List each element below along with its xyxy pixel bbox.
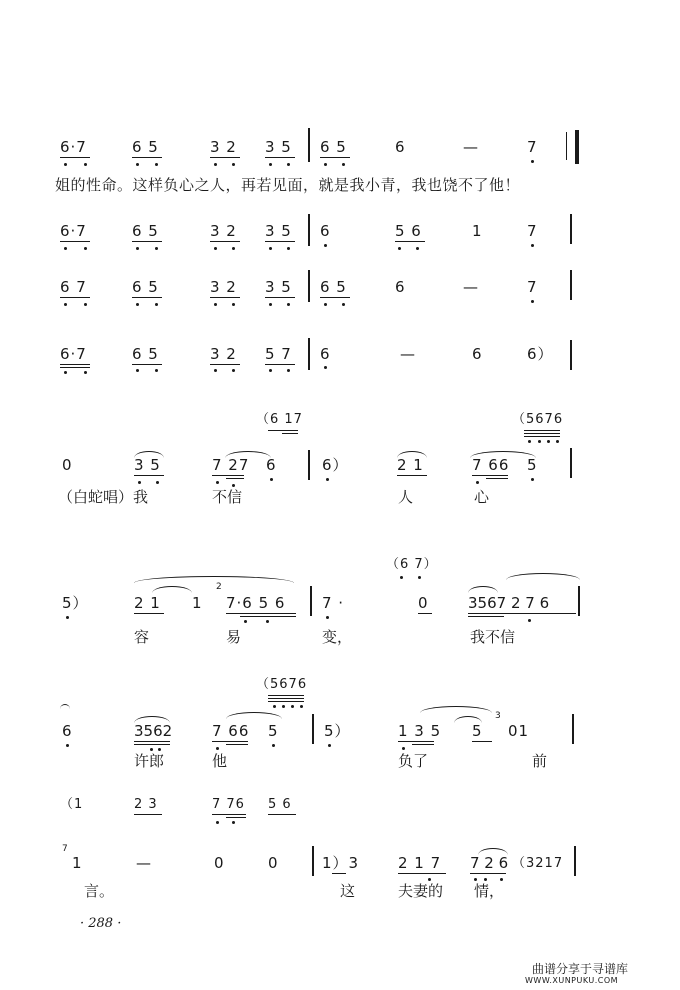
note: 7 66 bbox=[212, 722, 250, 740]
underline bbox=[134, 613, 164, 614]
note: 5 6 bbox=[395, 222, 422, 240]
grace-note: 3 bbox=[495, 711, 502, 721]
octave-dot bbox=[272, 744, 275, 747]
underline bbox=[132, 364, 162, 365]
lyric: 心 bbox=[474, 488, 490, 506]
octave-dot bbox=[270, 478, 273, 481]
octave-dot bbox=[266, 620, 269, 623]
octave-dot bbox=[232, 247, 235, 250]
octave-dot bbox=[273, 705, 276, 708]
barline bbox=[570, 448, 572, 478]
underline bbox=[398, 741, 434, 742]
note: 7 · bbox=[322, 594, 345, 612]
underline bbox=[226, 817, 246, 818]
note: 3 5 bbox=[134, 456, 161, 474]
octave-dot bbox=[324, 244, 327, 247]
underline bbox=[524, 433, 560, 434]
underline bbox=[60, 241, 90, 242]
barline bbox=[308, 338, 310, 370]
octave-dot bbox=[158, 748, 161, 751]
note: 7 bbox=[527, 138, 538, 156]
octave-dot bbox=[216, 821, 219, 824]
underline bbox=[226, 478, 244, 479]
octave-dot bbox=[214, 369, 217, 372]
octave-dot bbox=[324, 366, 327, 369]
note: 2 1 bbox=[397, 456, 424, 474]
lyric: 不信 bbox=[212, 488, 243, 506]
octave-dot bbox=[402, 747, 405, 750]
octave-dot bbox=[84, 247, 87, 250]
underline bbox=[265, 297, 295, 298]
underline bbox=[397, 475, 427, 476]
octave-dot bbox=[342, 163, 345, 166]
underline bbox=[265, 157, 295, 158]
octave-dot bbox=[324, 303, 327, 306]
lyric: 负了 bbox=[398, 752, 429, 770]
note: 6） bbox=[527, 345, 554, 363]
accompaniment-note: 5 6 bbox=[268, 797, 292, 812]
note: 7 bbox=[527, 278, 538, 296]
octave-dot bbox=[484, 878, 487, 881]
octave-dot bbox=[136, 163, 139, 166]
accompaniment-note: （3217 bbox=[512, 856, 564, 871]
note: 6·7 bbox=[60, 222, 87, 240]
note: 5 bbox=[268, 722, 279, 740]
note: 3 5 bbox=[265, 138, 292, 156]
page-number: · 288 · bbox=[80, 916, 122, 931]
octave-dot bbox=[326, 478, 329, 481]
octave-dot bbox=[136, 303, 139, 306]
note: 1 bbox=[192, 594, 203, 612]
accompaniment-note: 7 76 bbox=[212, 797, 245, 812]
note: 2 1 7 bbox=[398, 854, 442, 872]
underline bbox=[210, 241, 240, 242]
underline bbox=[268, 814, 296, 815]
octave-dot bbox=[528, 440, 531, 443]
note: 6 bbox=[395, 138, 406, 156]
note: 7·6 5 6 bbox=[226, 594, 286, 612]
underline bbox=[212, 814, 246, 815]
note: 1）3 bbox=[322, 854, 360, 872]
octave-dot bbox=[64, 247, 67, 250]
octave-dot bbox=[244, 620, 247, 623]
underline bbox=[468, 616, 504, 617]
note: 6 7 bbox=[60, 278, 87, 296]
octave-dot bbox=[136, 247, 139, 250]
octave-dot bbox=[216, 747, 219, 750]
note: 7 bbox=[527, 222, 538, 240]
note: 3 2 bbox=[210, 138, 237, 156]
underline bbox=[134, 814, 162, 815]
octave-dot bbox=[232, 484, 235, 487]
octave-dot bbox=[84, 303, 87, 306]
note: 6 5 bbox=[320, 138, 347, 156]
note: 6 5 bbox=[132, 345, 159, 363]
barline bbox=[572, 714, 574, 744]
barline bbox=[308, 214, 310, 246]
octave-dot bbox=[500, 878, 503, 881]
note: 6 5 bbox=[132, 222, 159, 240]
underline bbox=[134, 744, 170, 745]
lyric: 他 bbox=[212, 752, 228, 770]
octave-dot bbox=[136, 369, 139, 372]
underline bbox=[226, 613, 296, 614]
lyric: 言。 bbox=[84, 882, 115, 900]
underline bbox=[268, 698, 304, 699]
octave-dot bbox=[528, 619, 531, 622]
note: 6·7 bbox=[60, 345, 87, 363]
octave-dot bbox=[428, 878, 431, 881]
octave-dot bbox=[232, 821, 235, 824]
octave-dot bbox=[214, 303, 217, 306]
lyric: 情， bbox=[474, 882, 505, 900]
underline bbox=[282, 433, 298, 434]
underline bbox=[60, 364, 90, 365]
underline bbox=[486, 478, 508, 479]
grace-note: 2 bbox=[216, 582, 223, 592]
note: 0 bbox=[214, 854, 225, 872]
underline bbox=[320, 157, 350, 158]
underline bbox=[268, 430, 298, 431]
octave-dot bbox=[155, 303, 158, 306]
octave-dot bbox=[282, 705, 285, 708]
octave-dot bbox=[400, 576, 403, 579]
barline bbox=[578, 586, 580, 616]
barline bbox=[312, 846, 314, 876]
barline bbox=[312, 714, 314, 744]
octave-dot bbox=[155, 163, 158, 166]
underline bbox=[412, 744, 434, 745]
underline bbox=[320, 297, 350, 298]
barline bbox=[308, 270, 310, 302]
underline bbox=[132, 297, 162, 298]
octave-dot bbox=[474, 878, 477, 881]
note: 3 2 bbox=[210, 278, 237, 296]
octave-dot bbox=[328, 744, 331, 747]
slur bbox=[226, 712, 282, 719]
underline bbox=[268, 695, 304, 696]
note: 6 bbox=[472, 345, 483, 363]
watermark-url: WWW.XUNPUKU.COM bbox=[525, 976, 619, 985]
octave-dot bbox=[300, 705, 303, 708]
lyric-line: 姐的性命。这样负心之人，再若见面，就是我小青，我也饶不了他！ bbox=[55, 176, 521, 194]
underline bbox=[524, 430, 560, 431]
note: 6 bbox=[320, 345, 331, 363]
note: 7 2 6 bbox=[470, 854, 509, 872]
underline bbox=[240, 616, 296, 617]
repeat-barline bbox=[575, 130, 579, 164]
barline bbox=[566, 132, 567, 160]
octave-dot bbox=[531, 160, 534, 163]
underline bbox=[470, 873, 506, 874]
octave-dot bbox=[269, 163, 272, 166]
underline bbox=[468, 613, 576, 614]
octave-dot bbox=[531, 300, 534, 303]
barline bbox=[570, 340, 572, 370]
note: 3 5 bbox=[265, 222, 292, 240]
octave-dot bbox=[64, 371, 67, 374]
note: 6） bbox=[322, 456, 349, 474]
note: 6 5 bbox=[132, 278, 159, 296]
barline bbox=[308, 450, 310, 480]
note: 7 66 bbox=[472, 456, 510, 474]
underline bbox=[472, 475, 508, 476]
underline bbox=[212, 475, 244, 476]
note: 0 bbox=[418, 594, 429, 612]
octave-dot bbox=[269, 303, 272, 306]
note: 5 7 bbox=[265, 345, 292, 363]
note: 6 bbox=[62, 722, 73, 740]
lyric: 夫妻的 bbox=[398, 882, 444, 900]
slur bbox=[152, 586, 192, 593]
accompaniment-note: （5676 bbox=[512, 412, 564, 427]
lyric: 变， bbox=[322, 628, 353, 646]
lyric: 这 bbox=[340, 882, 356, 900]
note: 5 bbox=[472, 722, 483, 740]
octave-dot bbox=[418, 576, 421, 579]
octave-dot bbox=[232, 303, 235, 306]
lyric-intro: （白蛇唱）我 bbox=[58, 488, 149, 506]
underline bbox=[210, 364, 240, 365]
note: 3562 bbox=[134, 722, 173, 740]
octave-dot bbox=[155, 369, 158, 372]
underline bbox=[398, 873, 446, 874]
octave-dot bbox=[324, 163, 327, 166]
slur bbox=[506, 573, 580, 580]
slur bbox=[468, 586, 498, 593]
note: 1 3 5 bbox=[398, 722, 442, 740]
octave-dot bbox=[531, 478, 534, 481]
octave-dot bbox=[269, 247, 272, 250]
accompaniment-note: 2 3 bbox=[134, 797, 158, 812]
lyric: 许郎 bbox=[134, 752, 165, 770]
underline bbox=[132, 241, 162, 242]
octave-dot bbox=[416, 247, 419, 250]
note: 6 bbox=[266, 456, 277, 474]
octave-dot bbox=[155, 247, 158, 250]
note: 3 5 bbox=[265, 278, 292, 296]
note: 0 bbox=[268, 854, 279, 872]
lyric: 我不信 bbox=[470, 628, 516, 646]
note: 01 bbox=[508, 722, 530, 740]
octave-dot bbox=[531, 244, 534, 247]
underline bbox=[226, 744, 248, 745]
note: 3 2 bbox=[210, 222, 237, 240]
lyric: 人 bbox=[398, 488, 414, 506]
underline bbox=[60, 367, 90, 368]
underline bbox=[60, 297, 90, 298]
underline bbox=[268, 701, 304, 702]
lyric: 易 bbox=[226, 628, 242, 646]
accompaniment-note: （6 17 bbox=[256, 412, 303, 427]
octave-dot bbox=[84, 371, 87, 374]
watermark-title: 曲谱分享于寻谱库 bbox=[532, 962, 629, 976]
octave-dot bbox=[287, 247, 290, 250]
octave-dot bbox=[232, 369, 235, 372]
octave-dot bbox=[326, 616, 329, 619]
note: 6·7 bbox=[60, 138, 87, 156]
underline bbox=[472, 741, 492, 742]
underline bbox=[134, 475, 164, 476]
note: 5） bbox=[62, 594, 89, 612]
note: 6 5 bbox=[320, 278, 347, 296]
accompaniment-note: （5676 bbox=[256, 677, 308, 692]
underline bbox=[212, 741, 248, 742]
octave-dot bbox=[287, 163, 290, 166]
barline bbox=[310, 586, 312, 616]
octave-dot bbox=[216, 481, 219, 484]
underline bbox=[210, 297, 240, 298]
underline bbox=[418, 613, 432, 614]
octave-dot bbox=[538, 440, 541, 443]
octave-dot bbox=[287, 303, 290, 306]
octave-dot bbox=[214, 163, 217, 166]
octave-dot bbox=[342, 303, 345, 306]
barline bbox=[570, 270, 572, 300]
note: — bbox=[400, 345, 416, 363]
note: 1 bbox=[472, 222, 483, 240]
accompaniment-note: （6 7） bbox=[386, 557, 438, 572]
underline bbox=[210, 157, 240, 158]
octave-dot bbox=[547, 440, 550, 443]
octave-dot bbox=[64, 303, 67, 306]
note: 6 bbox=[395, 278, 406, 296]
octave-dot bbox=[232, 163, 235, 166]
note: 6 5 bbox=[132, 138, 159, 156]
underline bbox=[134, 741, 170, 742]
octave-dot bbox=[138, 481, 141, 484]
underline bbox=[60, 157, 90, 158]
octave-dot bbox=[398, 247, 401, 250]
slur bbox=[420, 706, 492, 713]
barline bbox=[308, 128, 310, 162]
octave-dot bbox=[291, 705, 294, 708]
underline bbox=[265, 241, 295, 242]
lyric: 前 bbox=[532, 752, 548, 770]
accompaniment-note: （1 bbox=[60, 797, 84, 812]
underline bbox=[524, 436, 560, 437]
octave-dot bbox=[156, 481, 159, 484]
underline bbox=[332, 873, 346, 874]
note: — bbox=[463, 138, 479, 156]
octave-dot bbox=[66, 744, 69, 747]
note: 5） bbox=[324, 722, 351, 740]
slur bbox=[134, 576, 294, 583]
octave-dot bbox=[66, 616, 69, 619]
octave-dot bbox=[64, 163, 67, 166]
note: 0 bbox=[62, 456, 73, 474]
octave-dot bbox=[84, 163, 87, 166]
note: 3 2 bbox=[210, 345, 237, 363]
slur bbox=[60, 704, 70, 709]
barline bbox=[570, 214, 572, 244]
note: 6 bbox=[320, 222, 331, 240]
underline bbox=[395, 241, 425, 242]
note: 7 27 bbox=[212, 456, 250, 474]
note: 1 bbox=[72, 854, 83, 872]
octave-dot bbox=[287, 369, 290, 372]
note: — bbox=[136, 854, 152, 872]
note: 5 bbox=[527, 456, 538, 474]
barline bbox=[574, 846, 576, 876]
octave-dot bbox=[150, 748, 153, 751]
slur bbox=[225, 451, 271, 458]
octave-dot bbox=[476, 481, 479, 484]
octave-dot bbox=[269, 369, 272, 372]
underline bbox=[132, 157, 162, 158]
octave-dot bbox=[214, 247, 217, 250]
underline bbox=[265, 364, 295, 365]
lyric: 容 bbox=[134, 628, 150, 646]
note: 2 1 bbox=[134, 594, 161, 612]
grace-note: 7 bbox=[62, 844, 69, 854]
note: 3567 2 7 6 bbox=[468, 594, 550, 612]
octave-dot bbox=[556, 440, 559, 443]
note: — bbox=[463, 278, 479, 296]
